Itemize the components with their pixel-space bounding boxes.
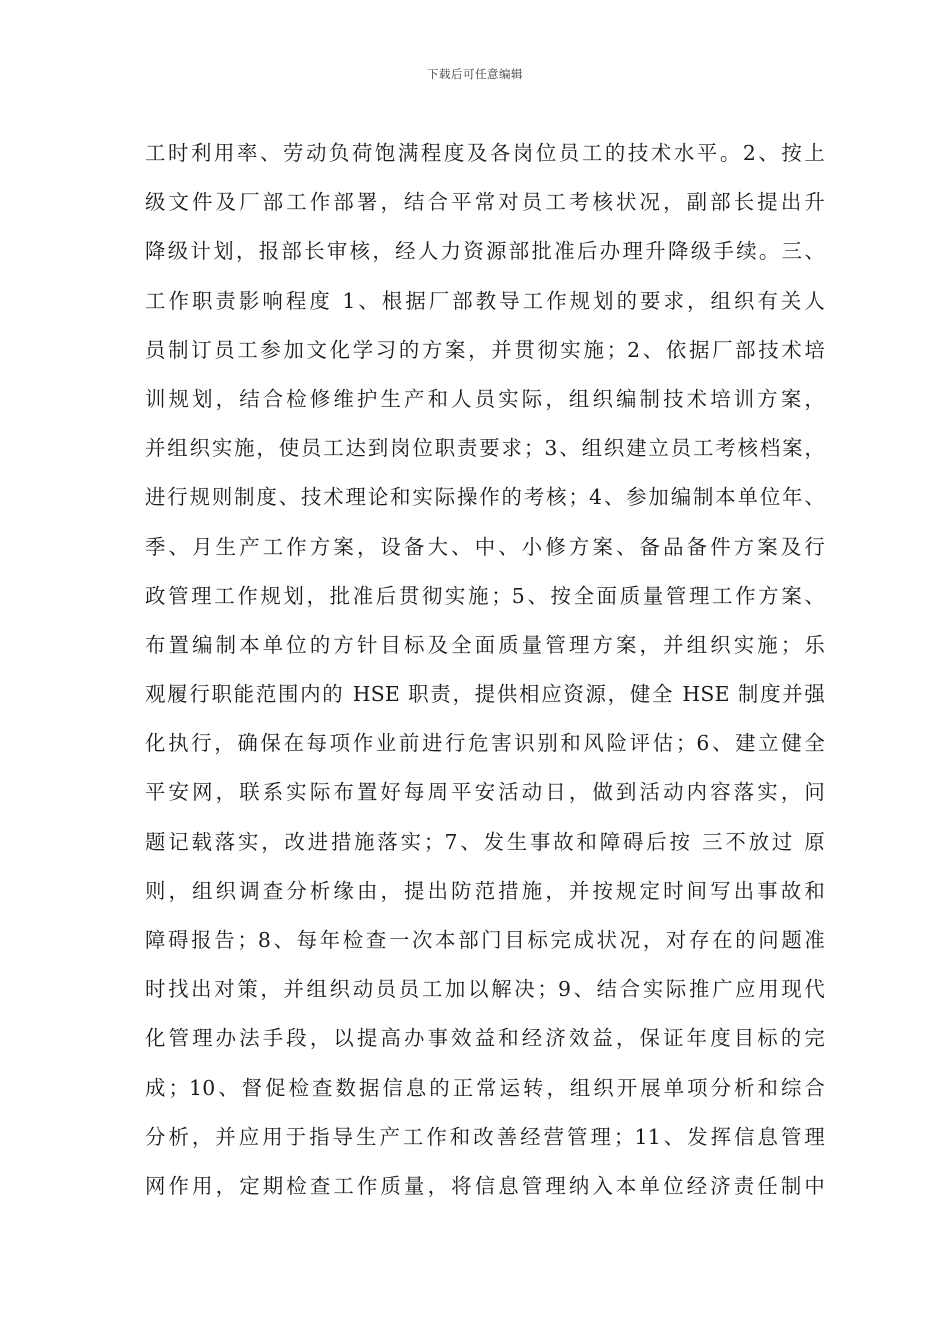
text-line: 则，组织调查分析缘由，提出防范措施，并按规定时间写出事故和 [145,878,825,903]
text-line: 布置编制本单位的方针目标及全面质量管理方案，并组织实施；乐 [145,632,825,657]
text-line: 工时利用率、劳动负荷饱满程度及各岗位员工的技术水平。2、按上 [145,141,825,165]
text-line: 平安网，联系实际布置好每周平安活动日，做到活动内容落实，问 [145,780,825,805]
text-line: 工作职责影响程度 1、根据厂部教导工作规划的要求，组织有关人 [145,288,825,313]
text-line: 化执行，确保在每项作业前进行危害识别和风险评估；6、建立健全 [145,731,825,756]
text-line: 网作用，定期检查工作质量，将信息管理纳入本单位经济责任制中 [145,1173,825,1198]
text-line: 障碍报告；8、每年检查一次本部门目标完成状况，对存在的问题准 [145,928,825,952]
text-line: 分析，并应用于指导生产工作和改善经营管理；11、发挥信息管理 [145,1124,825,1149]
text-line: 进行规则制度、技术理论和实际操作的考核；4、参加编制本单位年、 [145,485,825,510]
text-line: 季、月生产工作方案，设备大、中、小修方案、备品备件方案及行 [145,534,825,559]
text-line: 员制订员工参加文化学习的方案，并贯彻实施；2、依据厂部技术培 [145,337,825,362]
text-line: 观履行职能范围内的 HSE 职责，提供相应资源，健全 HSE 制度并强 [145,682,825,707]
document-body [145,129,825,1211]
text-line: 题记载落实，改进措施落实；7、发生事故和障碍后按 三不放过 原 [145,829,825,854]
page-header: 下载后可任意编辑 [427,67,523,81]
text-line: 成；10、督促检查数据信息的正常运转，组织开展单项分析和综合 [145,1075,825,1100]
text-line: 并组织实施，使员工达到岗位职责要求；3、组织建立员工考核档案， [145,436,825,461]
text-line: 化管理办法手段，以提高办事效益和经济效益，保证年度目标的完 [145,1026,825,1051]
text-line: 训规划，结合检修维护生产和人员实际，组织编制技术培训方案， [145,386,825,411]
text-line: 政管理工作规划，批准后贯彻实施；5、按全面质量管理工作方案、 [145,583,825,608]
text-line: 级文件及厂部工作部署，结合平常对员工考核状况，副部长提出升 [145,190,825,215]
text-line: 降级计划，报部长审核，经人力资源部批准后办理升降级手续。三、 [145,239,825,264]
text-line: 时找出对策，并组织动员员工加以解决；9、结合实际推广应用现代 [145,977,825,1002]
